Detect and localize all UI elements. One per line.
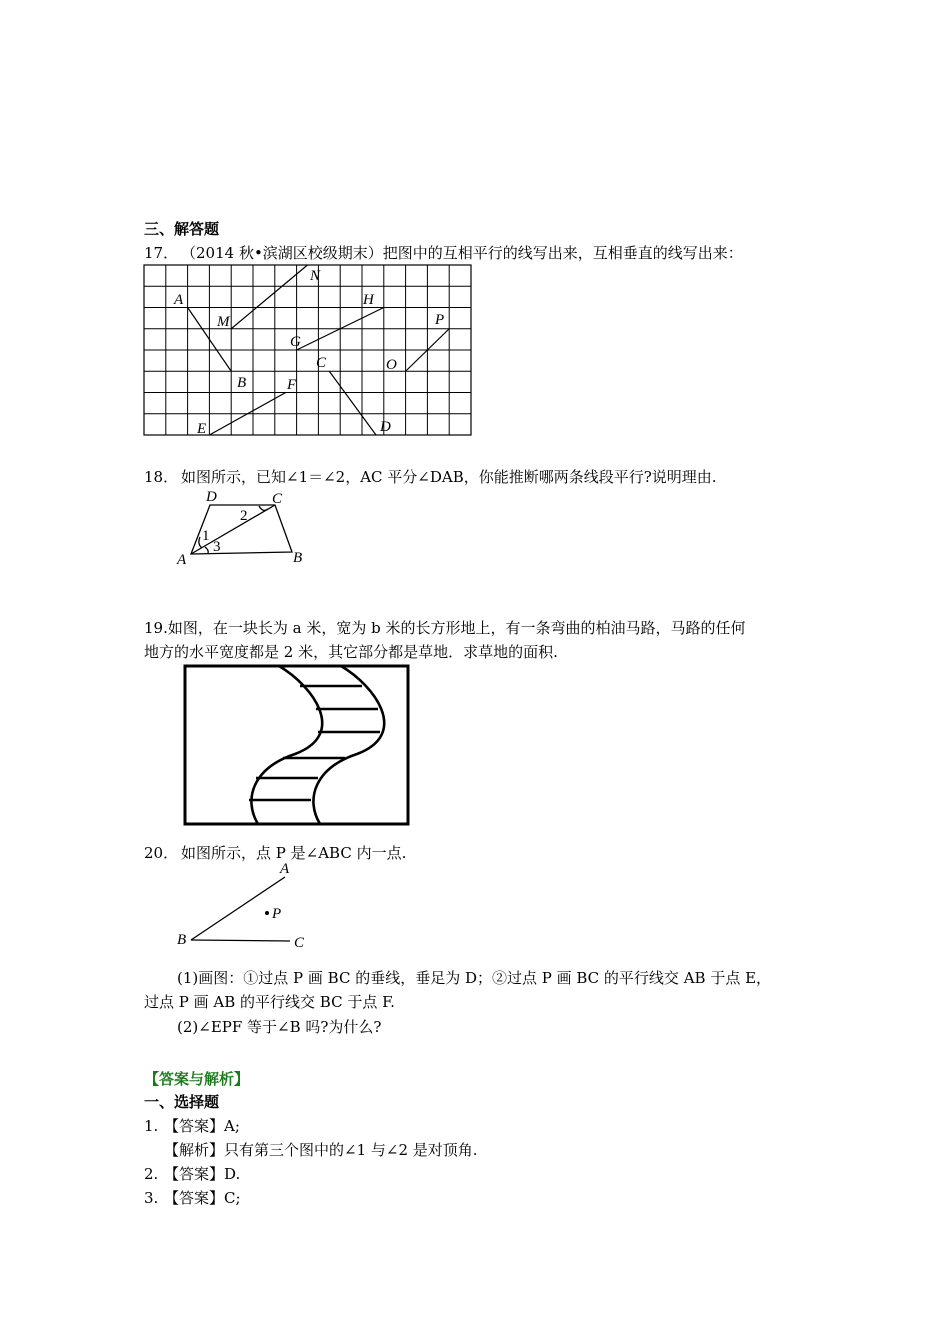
answer-3-text: 【答案】C; (164, 1189, 241, 1207)
trap-label-b: B (293, 550, 303, 566)
grid-label-g: G (290, 334, 301, 350)
question-18-text: 如图所示，已知∠1＝∠2，AC 平分∠DAB，你能推断哪两条线段平行?说明理由. (181, 468, 717, 486)
question-20-part2: (2)∠EPF 等于∠B 吗?为什么? (177, 1018, 382, 1036)
section-title: 三、解答题 (144, 220, 220, 238)
grid-horizontal-lines (144, 286, 471, 414)
angle-label-b: B (177, 932, 187, 948)
point-p (265, 911, 269, 915)
trap-label-a: A (177, 552, 187, 568)
grid-label-m: M (217, 314, 230, 330)
segment-cd (329, 371, 376, 435)
grid-figure (143, 264, 473, 439)
angle-arc-2 (259, 506, 268, 510)
grid-label-n: N (310, 268, 321, 284)
trap-label-d: D (206, 489, 217, 505)
grid-label-p: P (435, 312, 445, 328)
grid-label-c: C (316, 355, 327, 371)
segment-mn (231, 265, 307, 329)
ray-bc (191, 940, 290, 941)
angle-label-p: P (272, 906, 282, 922)
grid-label-b: B (237, 375, 247, 391)
question-20-part1-line1: (1)画图：①过点 P 画 BC 的垂线，垂足为 D；②过点 P 画 BC 的平行线交 AB 于点 E， (177, 969, 772, 987)
answer-2-number: 2. (144, 1165, 159, 1183)
trap-label-3: 3 (213, 539, 221, 555)
grid-label-h: H (363, 292, 374, 308)
angle-figure (175, 860, 315, 955)
answer-2-text: 【答案】D. (164, 1165, 241, 1183)
grid-label-d: D (380, 419, 391, 435)
answers-header: 【答案与解析】 (144, 1070, 250, 1088)
question-18-number: 18． (144, 468, 179, 486)
angle-label-c: C (294, 935, 305, 951)
question-19-line2: 地方的水平宽度都是 2 米，其它部分都是草地．求草地的面积. (144, 643, 558, 661)
trap-label-1: 1 (202, 528, 210, 544)
question-17-number: 17． (144, 244, 179, 262)
grid-label-a: A (174, 292, 184, 308)
answer-1-analysis: 【解析】只有第三个图中的∠1 与∠2 是对顶角. (164, 1141, 478, 1159)
grid-label-e: E (197, 421, 207, 437)
answer-1-text: 【答案】A; (164, 1117, 240, 1135)
question-19-line1: 19.如图，在一块长为 a 米，宽为 b 米的长方形地上，有一条弯曲的柏油马路，马路的任何 (144, 619, 746, 637)
question-20-text: 如图所示，点 P 是∠ABC 内一点. (181, 844, 407, 862)
grid-label-f: F (287, 377, 297, 393)
question-20-number: 20． (144, 844, 179, 862)
trap-label-c: C (272, 491, 283, 507)
answer-3-number: 3. (144, 1189, 159, 1207)
question-17-text: （2014 秋•滨湖区校级期末）把图中的互相平行的线写出来，互相垂直的线写出来： (181, 244, 743, 262)
answers-section-1-title: 一、选择题 (144, 1093, 220, 1111)
angle-label-a: A (280, 861, 290, 877)
ray-ba (191, 877, 285, 940)
grid-label-o: O (386, 357, 397, 373)
answer-1-number: 1. (144, 1117, 159, 1135)
angle-arc-3 (205, 547, 208, 553)
trapezoid-figure (175, 488, 315, 568)
road-right-edge (313, 666, 384, 824)
question-20-part1-line2: 过点 P 画 AB 的平行线交 BC 于点 F. (144, 993, 395, 1011)
trap-label-2: 2 (240, 508, 248, 524)
road-figure (183, 664, 413, 828)
